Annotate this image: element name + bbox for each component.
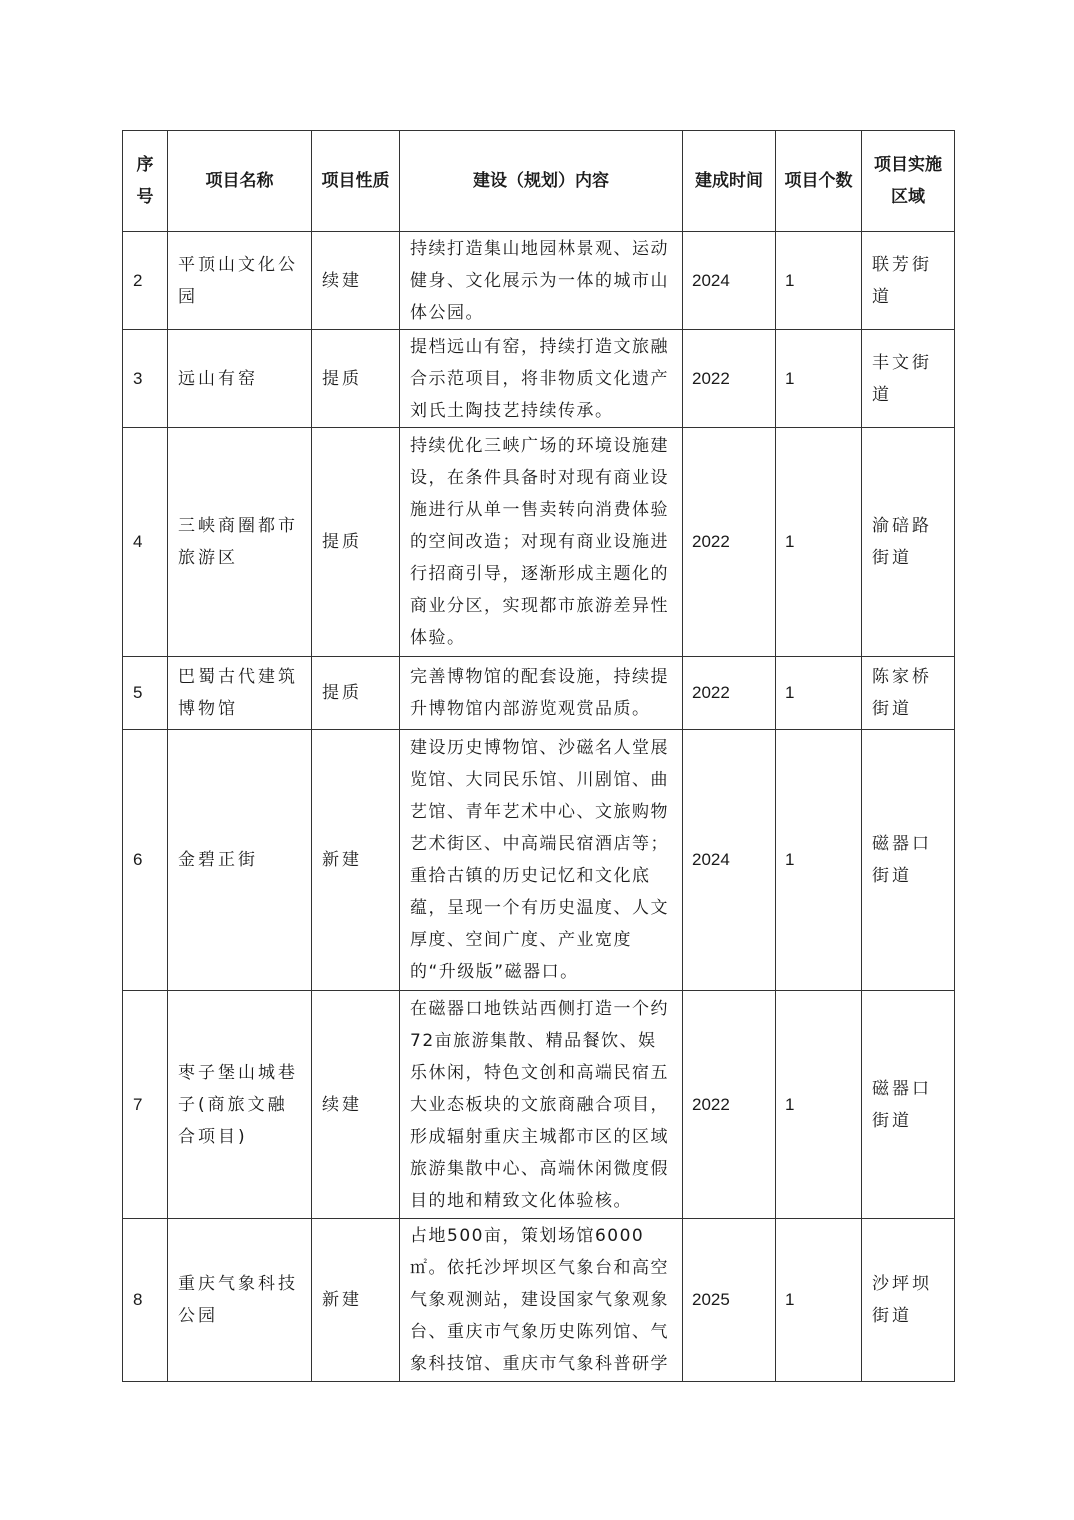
row-count: 1: [776, 232, 862, 330]
row-year: 2024: [683, 730, 776, 991]
row-name: 远山有窑: [168, 330, 312, 428]
row-content: 建设历史博物馆、沙磁名人堂展览馆、大同民乐馆、川剧馆、曲艺馆、青年艺术中心、文旅购物艺术街区、中高端民宿酒店等；重拾古镇的历史记忆和文化底蕴，呈现一个有历史温度、人文厚度、空间广度、产业宽度的“升级版”磁器口。: [400, 730, 683, 991]
row-count: 1: [776, 730, 862, 991]
header-year: 建成时间: [683, 131, 776, 232]
row-region: 丰文街道: [862, 330, 955, 428]
row-name: 三峡商圈都市旅游区: [168, 428, 312, 657]
header-row: [123, 131, 955, 232]
row-year: 2022: [683, 657, 776, 730]
row-region: 磁器口街道: [862, 730, 955, 991]
row-count: 1: [776, 330, 862, 428]
row-count: 1: [776, 1219, 862, 1382]
row-count: 1: [776, 657, 862, 730]
row-content: 提档远山有窑，持续打造文旅融合示范项目，将非物质文化遗产刘氏土陶技艺持续传承。: [400, 330, 683, 428]
row-nature: 提质: [312, 428, 400, 657]
row-year: 2022: [683, 330, 776, 428]
project-table: [122, 130, 955, 1382]
header-nature: 项目性质: [312, 131, 400, 232]
row-seq: 5: [123, 657, 168, 730]
table-row: [123, 657, 955, 730]
row-nature: 新建: [312, 730, 400, 991]
row-name: 平顶山文化公园: [168, 232, 312, 330]
table-row: [123, 428, 955, 657]
row-region: 沙坪坝街道: [862, 1219, 955, 1382]
row-region: 磁器口街道: [862, 991, 955, 1219]
row-seq: 2: [123, 232, 168, 330]
row-content: 在磁器口地铁站西侧打造一个约72亩旅游集散、精品餐饮、娱乐休闲，特色文创和高端民宿五大业态板块的文旅商融合项目，形成辐射重庆主城都市区的区域旅游集散中心、高端休闲微度假目的地和精致文化体验核。: [400, 991, 683, 1219]
row-content: 完善博物馆的配套设施，持续提升博物馆内部游览观赏品质。: [400, 657, 683, 730]
row-year: 2024: [683, 232, 776, 330]
row-seq: 8: [123, 1219, 168, 1382]
table-row: [123, 330, 955, 428]
row-nature: 续建: [312, 991, 400, 1219]
header-content: 建设（规划）内容: [400, 131, 683, 232]
row-count: 1: [776, 991, 862, 1219]
table-row: [123, 1219, 955, 1382]
header-name: 项目名称: [168, 131, 312, 232]
header-count: 项目个数: [776, 131, 862, 232]
row-name: 金碧正街: [168, 730, 312, 991]
row-seq: 4: [123, 428, 168, 657]
row-content: 持续打造集山地园林景观、运动健身、文化展示为一体的城市山体公园。: [400, 232, 683, 330]
row-content: 占地500亩，策划场馆6000㎡。依托沙坪坝区气象台和高空气象观测站，建设国家气象观象台、重庆市气象历史陈列馆、气象科技馆、重庆市气象科普研学: [400, 1219, 683, 1382]
row-seq: 3: [123, 330, 168, 428]
row-nature: 新建: [312, 1219, 400, 1382]
row-year: 2025: [683, 1219, 776, 1382]
table-row: [123, 991, 955, 1219]
row-seq: 7: [123, 991, 168, 1219]
row-content: 持续优化三峡广场的环境设施建设，在条件具备时对现有商业设施进行从单一售卖转向消费体验的空间改造；对现有商业设施进行招商引导，逐渐形成主题化的商业分区，实现都市旅游差异性体验。: [400, 428, 683, 657]
table-row: [123, 232, 955, 330]
row-count: 1: [776, 428, 862, 657]
row-name: 重庆气象科技公园: [168, 1219, 312, 1382]
row-nature: 提质: [312, 657, 400, 730]
header-region: 项目实施区域: [862, 131, 955, 232]
row-year: 2022: [683, 991, 776, 1219]
row-region: 联芳街道: [862, 232, 955, 330]
row-name: 枣子堡山城巷子(商旅文融合项目): [168, 991, 312, 1219]
row-nature: 提质: [312, 330, 400, 428]
header-seq: 序号: [123, 131, 168, 232]
row-name: 巴蜀古代建筑博物馆: [168, 657, 312, 730]
row-region: 陈家桥街道: [862, 657, 955, 730]
row-region: 渝碚路街道: [862, 428, 955, 657]
row-year: 2022: [683, 428, 776, 657]
row-seq: 6: [123, 730, 168, 991]
table-row: [123, 730, 955, 991]
row-nature: 续建: [312, 232, 400, 330]
